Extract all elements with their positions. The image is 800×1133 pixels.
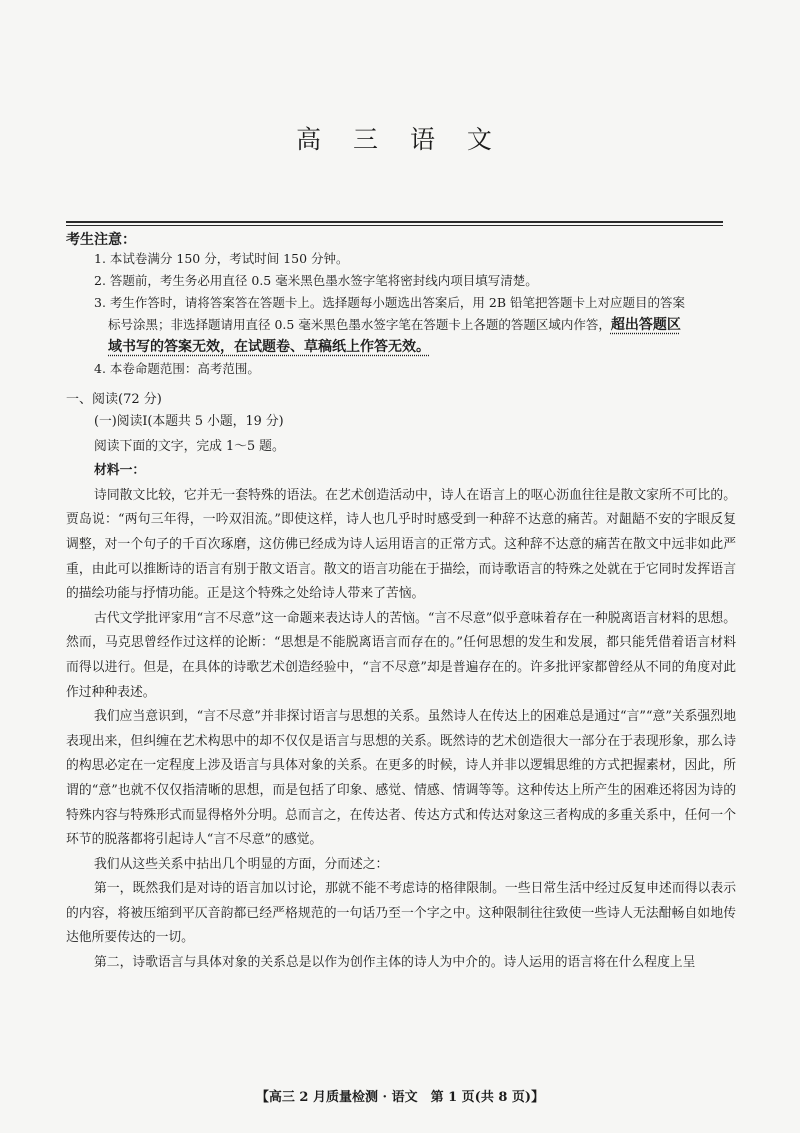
instruction: 阅读下面的文字，完成 1～5 题。	[94, 438, 285, 454]
material-label: 材料一：	[94, 463, 146, 479]
notice-item-2: 2. 答题前，考生务必用直径 0.5 毫米黑色墨水签字笔将密封线内项目填写清楚。	[94, 273, 538, 288]
paragraph-2: 古代文学批评家用“言不尽意”这一命题来表达诗人的苦恼。“言不尽意”似乎意味着存在一种脱离语言材料的思想。然而，马克思曾经作过这样的论断：“思想是不能脱离语言而存在的。”任何思想的发生和发展，都只能凭借着语言材料而得以进行。但是，在具体的诗歌艺术创造经验中，“言不尽意”却是普遍存在的。许多批评家都曾经从不同的角度对此作过种种表述。	[66, 610, 736, 700]
header-rule-thin	[66, 225, 723, 226]
notice-item-3: 3. 考生作答时，请将答案答在答题卡上。选择题每小题选出答案后，用 2B 铅笔把答题卡上对应题目的答案	[94, 295, 685, 310]
subsection-heading: (一)阅读Ⅰ(本题共 5 小题，19 分)	[94, 414, 284, 429]
reading-body	[66, 410, 736, 976]
notice-item-3-emphasis-line	[94, 336, 734, 358]
page-footer: 【高三 2 月质量检测 · 语文 第 1 页(共 8 页)】	[255, 1090, 545, 1105]
paragraph-3: 我们应当意识到，“言不尽意”并非探讨语言与思想的关系。虽然诗人在传达上的困难总是通过“言”“意”关系强烈地表现出来，但纠缠在艺术构思中的却不仅仅是语言与思想的关系。既然诗的艺术创造很大一部分在于表现形象，那么诗的构思必定在一定程度上涉及语言与具体对象的关系。在更多的时候，诗人并非以逻辑思维的方式把握素材，因此，所谓的“意”也就不仅仅指清晰的思想，而是包括了印象、感觉、情感、情调等等。这种传达上所产生的困难还将因为诗的特殊内容与特殊形式而显得格外分明。总而言之，在传达者、传达方式和传达对象这三者构成的多重关系中，任何一个环节的脱落都将引起诗人“言不尽意”的感觉。	[66, 709, 736, 848]
paragraph-5: 第一，既然我们是对诗的语言加以讨论，那就不能不考虑诗的格律限制。一些日常生活中经过反复申述而得以表示的内容，将被压缩到平仄音韵都已经严格规范的一句话乃至一个字之中。这种限制往往致使一些诗人无法酣畅自如地传达他所要传达的一切。	[66, 881, 736, 946]
header-rule-thick	[66, 221, 723, 223]
notice-item-3-continued	[94, 314, 734, 336]
notice-emphasis-2: 域书写的答案无效，在试题卷、草稿纸上作答无效。	[108, 339, 430, 355]
paragraph-4: 我们从这些关系中拈出几个明显的方面，分而述之：	[94, 856, 389, 872]
notice-list	[94, 248, 734, 380]
notice-item-3-cont-text: 标号涂黑；非选择题请用直径 0.5 毫米黑色墨水签字笔在答题卡上各题的答题区域内作答，	[108, 317, 611, 332]
notice-heading: 考生注意：	[66, 232, 136, 248]
section-heading: 一、阅读(72 分)	[66, 392, 162, 407]
notice-item-1: 1. 本试卷满分 150 分，考试时间 150 分钟。	[94, 251, 349, 266]
notice-emphasis-1: 超出答题区	[610, 317, 681, 333]
paragraph-1: 诗同散文比较，它并无一套特殊的语法。在艺术创造活动中，诗人在语言上的呕心沥血往往是散文家所不可比的。贾岛说：“两句三年得，一吟双泪流。”即使这样，诗人也几乎时时感受到一种辞不达意的痛苦。对龃龉不安的字眼反复调整，对一个句子的千百次琢磨，这仿佛已经成为诗人运用语言的正常方式。这种辞不达意的痛苦在散文中远非如此严重，由此可以推断诗的语言有别于散文语言。散文的语言功能在于描绘，而诗歌语言的特殊之处就在于它同时发挥语言的描绘功能与抒情功能。正是这个特殊之处给诗人带来了苦恼。	[66, 487, 736, 602]
paragraph-6: 第二，诗歌语言与具体对象的关系总是以作为创作主体的诗人为中介的。诗人运用的语言将在什么程度上呈	[94, 955, 696, 971]
notice-item-4: 4. 本卷命题范围：高考范围。	[94, 361, 260, 376]
page-title: 高 三 语 文	[296, 125, 504, 154]
